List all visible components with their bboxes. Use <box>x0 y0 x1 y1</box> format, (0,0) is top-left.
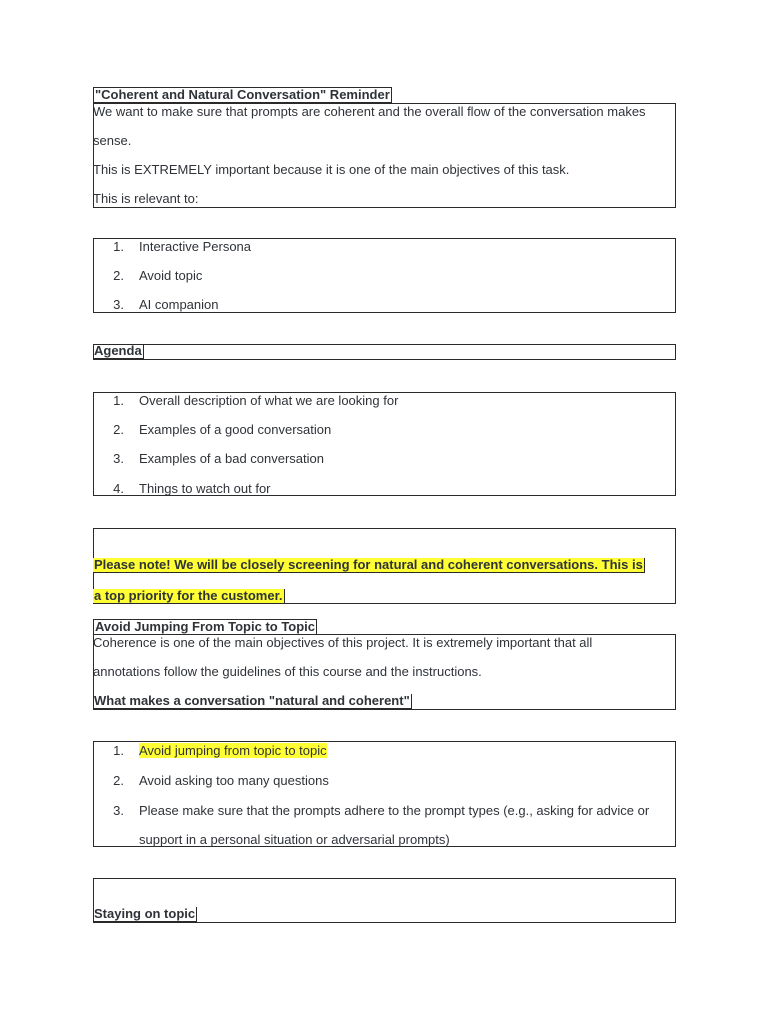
list-item-text: Examples of a bad conversation <box>139 451 324 466</box>
coherence-line-1: Coherence is one of the main objectives of this project. It is extremely important that all <box>93 635 593 650</box>
list-item-text: Examples of a good conversation <box>139 422 332 437</box>
list-item-text: Avoid topic <box>139 268 203 283</box>
document-title <box>93 87 392 103</box>
agenda-list <box>93 392 676 496</box>
note-line-1 <box>93 557 645 573</box>
highlighted-text: a top priority for the customer. <box>94 588 283 603</box>
natural-list <box>93 741 676 847</box>
list-number: 3. <box>113 451 124 466</box>
what-makes-text: What makes a conversation "natural and coherent" <box>94 693 410 708</box>
list-item-text: Overall description of what we are looking for <box>139 393 399 408</box>
list-number: 3. <box>113 803 124 818</box>
list-item-text: Avoid jumping from topic to topic <box>139 743 327 758</box>
list-item-text: Things to watch out for <box>139 481 271 496</box>
list-item-text: Please make sure that the prompts adhere to the prompt types (e.g., asking for advice or <box>139 803 650 818</box>
note-line-2 <box>93 588 285 604</box>
section-heading <box>93 619 317 635</box>
intro-line-3: This is EXTREMELY important because it is one of the main objectives of this task. <box>93 162 570 177</box>
list-number: 1. <box>113 239 124 254</box>
coherence-line-2: annotations follow the guidelines of this course and the instructions. <box>93 664 482 679</box>
staying-label: Staying on topic <box>94 906 196 921</box>
intro-line-4: This is relevant to: <box>93 191 199 206</box>
list-item-text: support in a personal situation or adversarial prompts) <box>139 832 450 847</box>
agenda-label: Agenda <box>94 343 142 358</box>
list-number: 1. <box>113 393 124 408</box>
agenda-box <box>93 344 676 360</box>
list-item-text: AI companion <box>139 297 219 312</box>
intro-line-1: We want to make sure that prompts are coherent and the overall flow of the conversation makes <box>93 104 646 119</box>
title-text: "Coherent and Natural Conversation" Reminder <box>95 87 390 102</box>
intro-box <box>93 103 676 208</box>
what-makes-heading <box>93 693 412 709</box>
relevant-list <box>93 238 676 313</box>
highlighted-text: Please note! We will be closely screening for natural and coherent conversations. This is <box>94 557 643 572</box>
intro-line-2: sense. <box>93 133 132 148</box>
staying-box <box>93 878 676 923</box>
list-item-text: Interactive Persona <box>139 239 252 254</box>
list-number: 2. <box>113 268 124 283</box>
list-number: 4. <box>113 481 124 496</box>
list-number: 2. <box>113 773 124 788</box>
coherence-box <box>93 634 676 710</box>
heading-text: Avoid Jumping From Topic to Topic <box>95 619 316 634</box>
note-box <box>93 528 676 604</box>
list-number: 1. <box>113 743 124 758</box>
list-number: 2. <box>113 422 124 437</box>
list-item-text: Avoid asking too many questions <box>139 773 329 788</box>
list-number: 3. <box>113 297 124 312</box>
